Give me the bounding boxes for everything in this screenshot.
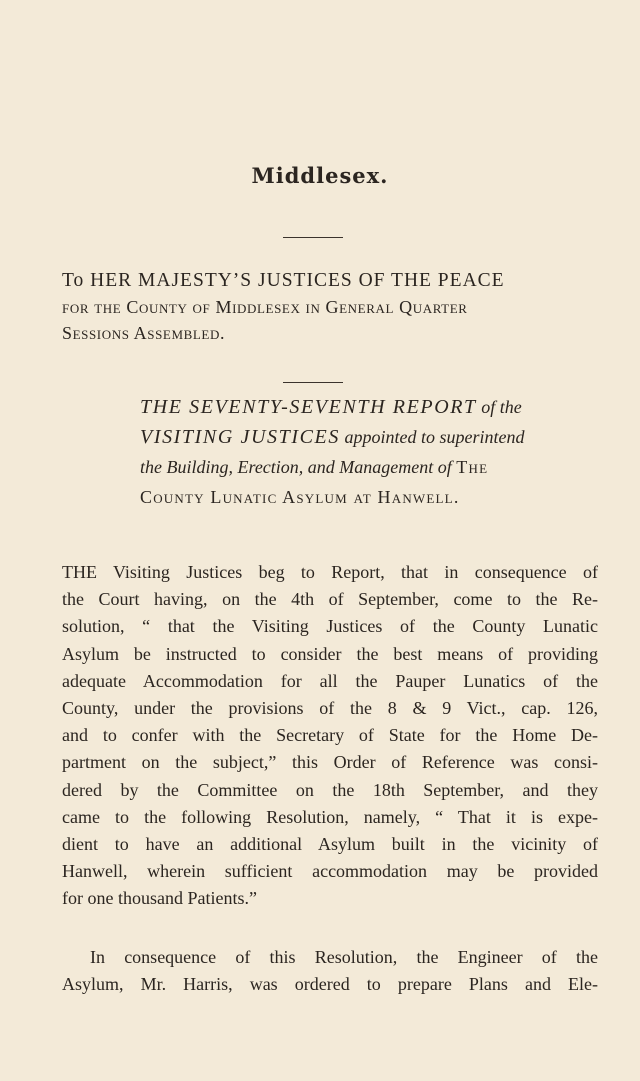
address-line: Sessions Assembled. [62, 323, 226, 343]
paragraph-line: County, under the provisions of the 8 & 9 Vict., cap. 126, [62, 698, 598, 719]
report-title-text: of the [476, 397, 522, 417]
body-paragraph [62, 944, 598, 998]
paragraph-line: Asylum be instructed to consider the best means of providing [62, 643, 598, 664]
paragraph-line: for one thousand Patients.” [62, 888, 257, 909]
report-title-line: County Lunatic Asylum at Hanwell. [140, 487, 460, 507]
report-title [140, 392, 600, 512]
report-title-text: appointed to superintend [339, 427, 525, 447]
report-title-line [140, 452, 600, 482]
paragraph-line: THE Visiting Justices beg to Report, that in consequence of [62, 562, 598, 582]
paragraph-line: partment on the subject,” this Order of Reference was consi- [62, 752, 598, 773]
report-title-main: THE SEVENTY-SEVENTH REPORT [140, 396, 477, 418]
paragraph-line: and to confer with the Secretary of State for the Home De- [62, 725, 598, 746]
paragraph-line: adequate Accommodation for all the Pauper Lunatics of the [62, 670, 598, 691]
paragraph-line: came to the following Resolution, namely, “ That it is expe- [62, 806, 598, 827]
paragraph-line: solution, “ that the Visiting Justices of the County Lunatic [62, 616, 598, 637]
address-line: To HER MAJESTY’S JUSTICES OF THE PEACE [62, 270, 505, 291]
paragraph-line: dient to have an additional Asylum built in the vicinity of [62, 834, 598, 855]
report-title-line [140, 392, 600, 422]
address-line: for the County of Middlesex in General Quarter [62, 297, 468, 317]
report-title-text: the Building, Erection, and Management of [140, 457, 457, 477]
body-paragraph [62, 559, 598, 913]
paragraph-line: In consequence of this Resolution, the Engineer of the [90, 947, 598, 967]
report-title-text: The [456, 457, 489, 477]
divider-rule [283, 382, 343, 383]
report-title-main: VISITING JUSTICES [140, 426, 340, 448]
paragraph-line: the Court having, on the 4th of September, come to the Re- [62, 589, 598, 610]
paragraph-line: Hanwell, wherein sufficient accommodation may be provided [62, 861, 598, 882]
address-block [62, 268, 592, 346]
report-title-line [140, 422, 600, 452]
county-heading: Middlesex. [251, 163, 389, 188]
paragraph-line: dered by the Committee on the 18th September, and they [62, 779, 598, 800]
paragraph-line: Asylum, Mr. Harris, was ordered to prepare Plans and Ele- [62, 974, 598, 995]
divider-rule [283, 237, 343, 238]
